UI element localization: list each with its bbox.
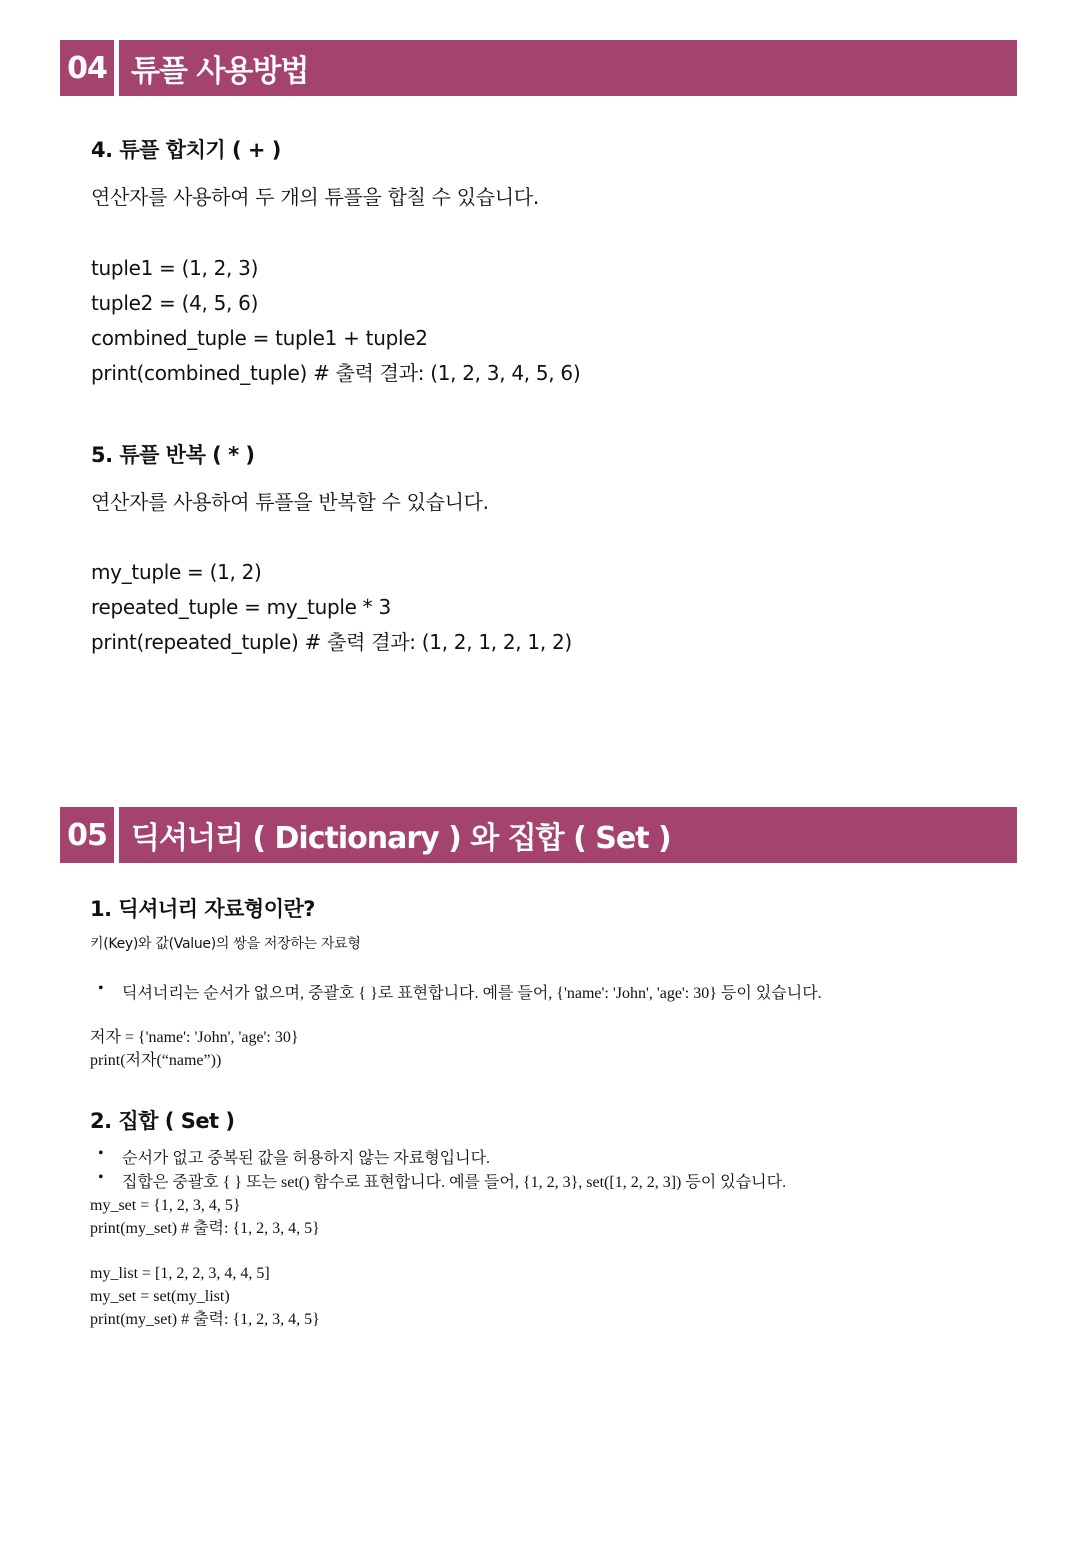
- code-line: my_tuple = (1, 2): [91, 560, 262, 584]
- section-04-banner: [60, 40, 1017, 96]
- bullet-marker: •: [98, 1169, 104, 1186]
- section-05-banner: [60, 807, 1017, 863]
- code-block: [90, 1262, 320, 1331]
- code-block: [90, 1194, 320, 1240]
- subsection-heading: 4. 튜플 합치기 ( + ): [91, 138, 281, 162]
- code-line: 저자 = {'name': 'John', 'age': 30}: [90, 1029, 299, 1046]
- subsection-heading: 2. 집합 ( Set ): [90, 1109, 235, 1133]
- bullet-text: 딕셔너리는 순서가 없으며, 중괄호 { }로 표현합니다. 예를 들어, {'name': 'John', 'age': 30} 등이 있습니다.: [122, 985, 822, 1002]
- code-line: print(combined_tuple) # 출력 결과: (1, 2, 3, 4, 5, 6): [91, 361, 581, 385]
- code-block: [91, 555, 572, 660]
- code-line: repeated_tuple = my_tuple * 3: [91, 595, 391, 619]
- bullet-marker: •: [98, 980, 104, 997]
- code-line: my_set = {1, 2, 3, 4, 5}: [90, 1197, 241, 1214]
- bullet-marker: •: [98, 1145, 104, 1162]
- subsection-description: 연산자를 사용하여 두 개의 튜플을 합칠 수 있습니다.: [91, 185, 539, 209]
- bullet-text: 집합은 중괄호 { } 또는 set() 함수로 표현합니다. 예를 들어, {1, 2, 3}, set([1, 2, 2, 3]) 등이 있습니다.: [122, 1174, 787, 1191]
- code-block: [90, 1026, 299, 1072]
- section-number: 04: [67, 50, 107, 86]
- code-line: tuple1 = (1, 2, 3): [91, 256, 259, 280]
- section-title: 튜플 사용방법: [131, 54, 309, 89]
- subsection-heading: 5. 튜플 반복 ( * ): [91, 443, 255, 467]
- code-line: print(저자(“name”)): [90, 1052, 222, 1069]
- code-line: my_set = set(my_list): [90, 1288, 230, 1305]
- code-line: combined_tuple = tuple1 + tuple2: [91, 326, 428, 350]
- subsection-description: 연산자를 사용하여 튜플을 반복할 수 있습니다.: [91, 490, 489, 514]
- bullet-text: 순서가 없고 중복된 값을 허용하지 않는 자료형입니다.: [122, 1150, 491, 1167]
- code-line: print(my_set) # 출력: {1, 2, 3, 4, 5}: [90, 1220, 320, 1237]
- subsection-heading: 1. 딕셔너리 자료형이란?: [90, 897, 315, 921]
- section-number: 05: [67, 817, 107, 853]
- code-line: print(my_set) # 출력: {1, 2, 3, 4, 5}: [90, 1311, 320, 1328]
- code-line: tuple2 = (4, 5, 6): [91, 291, 259, 315]
- subsection-description: 키(Key)와 값(Value)의 쌍을 저장하는 자료형: [90, 936, 361, 952]
- code-line: print(repeated_tuple) # 출력 결과: (1, 2, 1, 2, 1, 2): [91, 630, 572, 654]
- code-line: my_list = [1, 2, 2, 3, 4, 4, 5]: [90, 1265, 270, 1282]
- code-block: [91, 251, 580, 391]
- section-title: 딕셔너리 ( Dictionary ) 와 집합 ( Set ): [131, 821, 671, 856]
